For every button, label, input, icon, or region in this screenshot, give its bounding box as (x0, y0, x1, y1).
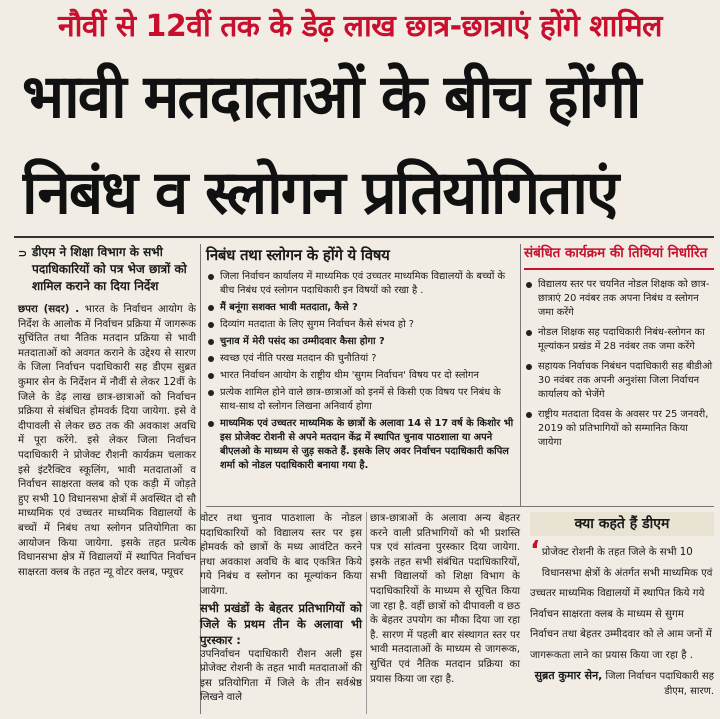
themes-heading: निबंध तथा स्लोगन के होंगे ये विषय (206, 246, 390, 264)
list-item-text: नोडल शिक्षक सह पदाधिकारी निबंध-स्लोगन का मूल्यांकन प्रखंड में 28 नवंबर तक जमा करेंगे (538, 327, 705, 352)
middle-column-2 (370, 512, 520, 687)
list-item-text: राष्ट्रीय मतदाता दिवस के अवसर पर 25 जनवरी, 2019 को प्रतिभागियों को सम्मानित किया जायेगा (538, 409, 709, 448)
bullet-icon (208, 322, 214, 328)
column-divider (520, 244, 521, 506)
body-paragraph: छात्र-छात्राओं के अलावा अन्य बेहतर करने वाली प्रतिभागियों को भी प्रशस्ति पत्र एवं सांत्वना पुरस्कार दिया जायेगा. इसके तहत सभी संबंधित पदाधिकारियों, सभी विद्यालयों को शिक्षा विभाग के पदाधिकारियों के माध्यम से सूचित किया जा रहा है. वहीं छात्रों को दीपावली व छठ के बेहतर उपयोग का मौका दिया जा रहा है. सारण में पहली बार संस्थागत स्तर पर भावी मतदाताओं के माध्यम से जागरूक, सुचिंत एवं नैतिक मतदान प्रक्रिया का प्रयास किया जा रहा है. (370, 513, 520, 685)
list-item (206, 270, 516, 298)
bullet-icon (208, 373, 214, 379)
dateline: छपरा (सदर) . (18, 304, 80, 315)
quote-mark-icon: ‘ (530, 536, 540, 566)
list-item (206, 335, 516, 349)
bullet-icon (526, 282, 532, 288)
section-divider (206, 506, 714, 507)
bullet-icon (526, 412, 532, 418)
bullet-icon (526, 364, 532, 370)
main-headline-line2: निबंध व स्लोगन प्रतियोगिताएं (22, 158, 618, 228)
list-item (206, 318, 516, 332)
list-item-text: विद्यालय स्तर पर चयनित नोडल शिक्षक को छात्र-छात्राएं 20 नवंबर तक अपना निबंध व स्लोगन जमा करेंगे (538, 279, 710, 318)
list-item (524, 278, 714, 320)
list-item (206, 369, 516, 383)
list-item-text: माध्यमिक एवं उच्चतर माध्यमिक के छात्रों के अलावा 14 से 17 वर्ष के किशोर भी इस प्रोजेक्ट रोशनी से अपने मतदान केंद्र में स्थापित चुनाव पाठशाला या अपने बीएलओ के माध्यम से जुड़ सकते हैं. इसके लिए अवर निर्वाचन पदाधिकारी कपिल शर्मा को नोडल पदाधिकारी बनाया गया है. (220, 418, 514, 471)
bullet-icon (208, 356, 214, 362)
list-item-text: मैं बनूंगा सशक्त भावी मतदाता, कैसे ? (220, 302, 358, 313)
themes-box (206, 244, 516, 476)
prize-subhead: सभी प्रखंडों के बेहतर प्रतिभागियों को जिले के प्रथम तीन के अलावा भी पुरस्कार : (200, 600, 362, 647)
bullet-icon (208, 390, 214, 396)
left-subhead (18, 244, 196, 295)
bullet-icon (526, 330, 532, 336)
quote-author-name: सुब्रत कुमार सेन, (534, 668, 603, 682)
list-item (524, 360, 714, 402)
middle-column-1 (200, 512, 362, 706)
dates-list (524, 278, 714, 450)
themes-list (206, 270, 516, 473)
list-item (206, 386, 516, 414)
dates-box (524, 244, 714, 456)
quote-signature (530, 668, 714, 697)
left-column (18, 244, 196, 580)
list-item-text: चुनाव में मेरी पसंद का उम्मीदवार कैसा होगा ? (220, 336, 385, 347)
list-item (206, 301, 516, 315)
bullet-icon (208, 274, 214, 280)
left-body (18, 303, 196, 580)
quote-body (530, 536, 714, 664)
list-item-text: दिव्यांग मतदाता के लिए सुगम निर्वाचन कैसे संभव हो ? (220, 319, 414, 330)
body-paragraph: उपनिर्वाचन पदाधिकारी रौशन अली इस प्रोजेक्ट रोशनी के तहत भावी मतदाताओं की इस प्रतियोगिता में जिले के तीन सर्वश्रेष्ठ लिखने वाले (200, 648, 362, 704)
main-headline-line1: भावी मतदाताओं के बीच होंगी (22, 62, 640, 132)
list-item-text: भारत निर्वाचन आयोग के राष्ट्रीय थीम 'सुगम निर्वाचन' विषय पर दो स्लोगन (220, 370, 479, 381)
list-item-text: सहायक निर्वाचक निबंधन पदाधिकारी सह बीडीओ 30 नवंबर तक अपनी अनुशंसा जिला निर्वाचन कार्यालय को भेजेंगे (538, 361, 713, 400)
left-body-text: भारत के निर्वाचन आयोग के निर्देश के आलोक में निर्वाचन प्रक्रिया में जागरूक सुचिंतित तथा नैतिक मतदान प्रक्रिया से भावी मतदाताओं को अवगत कराने के उद्देश्य से सारण के जिला निर्वाचन पदाधिकारी सह डीएम सुब्रत कुमार सेन के निर्देशन में नौवीं से लेकर 12वीं के जिले के डेढ़ लाख छात्र-छात्राओं को निर्वाचन प्रक्रिया से संबंधित होमवर्क दिया जायेगा. इसे वे दीपावली से लेकर छठ तक की अवकाश अवधि में पूरा करेंगे. इसे लेकर जिला निर्वाचन पदाधिकारी ने प्रोजेक्ट रौशनी कार्यक्रम चलाकर इसे इंटरैक्टिव स्कूलिंग, भावी मतदाताओं व निर्वाचन साक्षरता क्लब को एक कड़ी में जोड़ते हुए सभी 10 विधानसभा क्षेत्रों में अवस्थित दो सौ माध्यमिक एवं उच्चतर माध्यमिक विद्यालयों के बच्चों में निबंध तथा स्लोगन प्रतियोगिता का आयोजन किया जायेगा. इसके तहत प्रत्येक विधानसभा क्षेत्र में विद्यालयों में स्थापित निर्वाचन साक्षरता क्लब के तहत न्यू वोटर क्लब, फ्यूचर (18, 304, 196, 578)
list-item (524, 408, 714, 450)
dates-heading: संबंधित कार्यक्रम की तिथियां निर्धारित (524, 245, 708, 261)
bullet-icon (208, 421, 214, 427)
bullet-icon (208, 339, 214, 345)
dm-quote-box (530, 512, 714, 697)
list-item-text: स्वच्छ एवं नीति परख मतदान की चुनौतियां ? (220, 353, 377, 364)
kicker-headline: नौवीं से 12वीं तक के डेढ़ लाख छात्र-छात्राएं होंगे शामिल (58, 9, 662, 44)
list-item (206, 417, 516, 473)
column-divider (366, 512, 367, 714)
top-divider (14, 236, 714, 238)
quote-author-designation: जिला निर्वाचन पदाधिकारी सह डीएम, सारण. (605, 670, 714, 697)
list-item-text: प्रत्येक शामिल होने वाले छात्र-छात्राओं को इनमें से किसी एक विषय पर निबंध के साथ-साथ दो स्लोगन लिखना अनिवार्य होगा (220, 387, 501, 412)
dates-heading-wrap (524, 244, 714, 270)
arrow-bullet-icon: ⊃ (18, 247, 28, 260)
bullet-icon (208, 305, 214, 311)
list-item (206, 352, 516, 366)
list-item-text: जिला निर्वाचन कार्यालय में माध्यमिक एवं उच्चतर माध्यमिक विद्यालयों के बच्चों के बीच निबंध एवं स्लोगन पदाधिकारी इन विषयों को रखा है . (220, 271, 506, 296)
quote-text: प्रोजेक्ट रोशनी के तहत जिले के सभी 10 विधानसभा क्षेत्रों के अंतर्गत सभी माध्यमिक एवं उच्चतर माध्यमिक विद्यालयों में स्थापित किये गये निर्वाचन साक्षरता क्लब के माध्यम से सुगम निर्वाचन तथा बेहतर उम्मीदवार को ले आम जनों में जागरूकता लाने का प्रयास किया जा रहा है . (530, 547, 713, 661)
left-subhead-text: डीएम ने शिक्षा विभाग के सभी पदाधिकारियों को पत्र भेज छात्रों को शामिल कराने का दिया निर्देश (32, 245, 187, 293)
list-item (524, 326, 714, 354)
quote-heading: क्या कहते हैं डीएम (530, 512, 714, 536)
body-paragraph: वोटर तथा चुनाव पाठशाला के नोडल पदाधिकारियों को विद्यालय स्तर पर इस होमवर्क को छात्रों के मध्य आवंटित करने तथा अवकाश अवधि के बाद एकत्रित किये गये निबंध व स्लोगन का मूल्यांकन किया जायेगा. (200, 513, 362, 597)
